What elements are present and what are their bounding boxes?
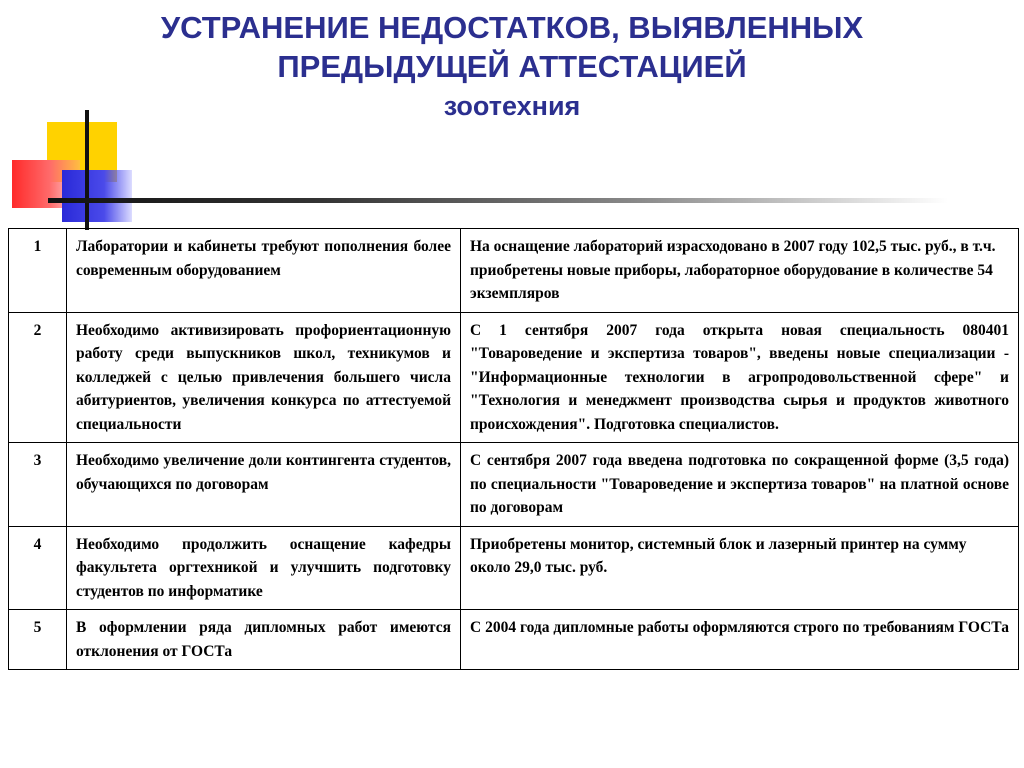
table-row bbox=[9, 229, 1019, 313]
action-cell: С 2004 года дипломные работы оформляются строго по требованиям ГОСТа bbox=[461, 610, 1019, 670]
row-number: 5 bbox=[9, 610, 67, 670]
vertical-line-decoration bbox=[85, 110, 89, 230]
horizontal-line-decoration bbox=[48, 198, 948, 203]
row-number: 1 bbox=[9, 229, 67, 313]
problem-cell: В оформлении ряда дипломных работ имеются отклонения от ГОСТа bbox=[67, 610, 461, 670]
blue-square-decoration bbox=[62, 170, 132, 222]
row-number: 3 bbox=[9, 443, 67, 527]
deficiencies-table bbox=[8, 228, 1019, 670]
title-line-2: ПРЕДЫДУЩЕЙ АТТЕСТАЦИЕЙ bbox=[277, 49, 747, 84]
problem-cell: Необходимо увеличение доли контингента студентов, обучающихся по договорам bbox=[67, 443, 461, 527]
table-row bbox=[9, 443, 1019, 527]
problem-cell: Необходимо продолжить оснащение кафедры факультета оргтехникой и улучшить подготовку студентов по информатике bbox=[67, 526, 461, 610]
yellow-square-decoration bbox=[47, 122, 117, 182]
action-cell: С сентября 2007 года введена подготовка по сокращенной форме (3,5 года) по специальности "Товароведение и экспертиза товаров" на платной основе по договорам bbox=[461, 443, 1019, 527]
problem-cell: Необходимо активизировать профориентационную работу среди выпускников школ, техникумов и колледжей с целью привлечения большего числа абитуриентов, увеличения конкурса по аттестуемой специальности bbox=[67, 312, 461, 443]
red-square-decoration bbox=[12, 160, 80, 208]
table-row bbox=[9, 526, 1019, 610]
title-line-1: УСТРАНЕНИЕ НЕДОСТАТКОВ, ВЫЯВЛЕННЫХ bbox=[160, 10, 864, 45]
title-subtitle: зоотехния bbox=[443, 91, 581, 121]
table-row bbox=[9, 610, 1019, 670]
action-cell: Приобретены монитор, системный блок и лазерный принтер на сумму около 29,0 тыс. руб. bbox=[461, 526, 1019, 610]
action-cell: На оснащение лабораторий израсходовано в 2007 году 102,5 тыс. руб., в т.ч. приобретены новые приборы, лабораторное оборудование в количестве 54 экземпляров bbox=[461, 229, 1019, 313]
table-row bbox=[9, 312, 1019, 443]
page-title bbox=[0, 8, 1024, 126]
row-number: 2 bbox=[9, 312, 67, 443]
row-number: 4 bbox=[9, 526, 67, 610]
action-cell: С 1 сентября 2007 года открыта новая специальность 080401 "Товароведение и экспертиза товаров", введены новые специализации - "Информационные технологии в агропродовольственной сфере" и "Технология и менеджмент производства сырья и продуктов животного происхождения". Подготовка специалистов. bbox=[461, 312, 1019, 443]
problem-cell: Лаборатории и кабинеты требуют пополнения более современным оборудованием bbox=[67, 229, 461, 313]
